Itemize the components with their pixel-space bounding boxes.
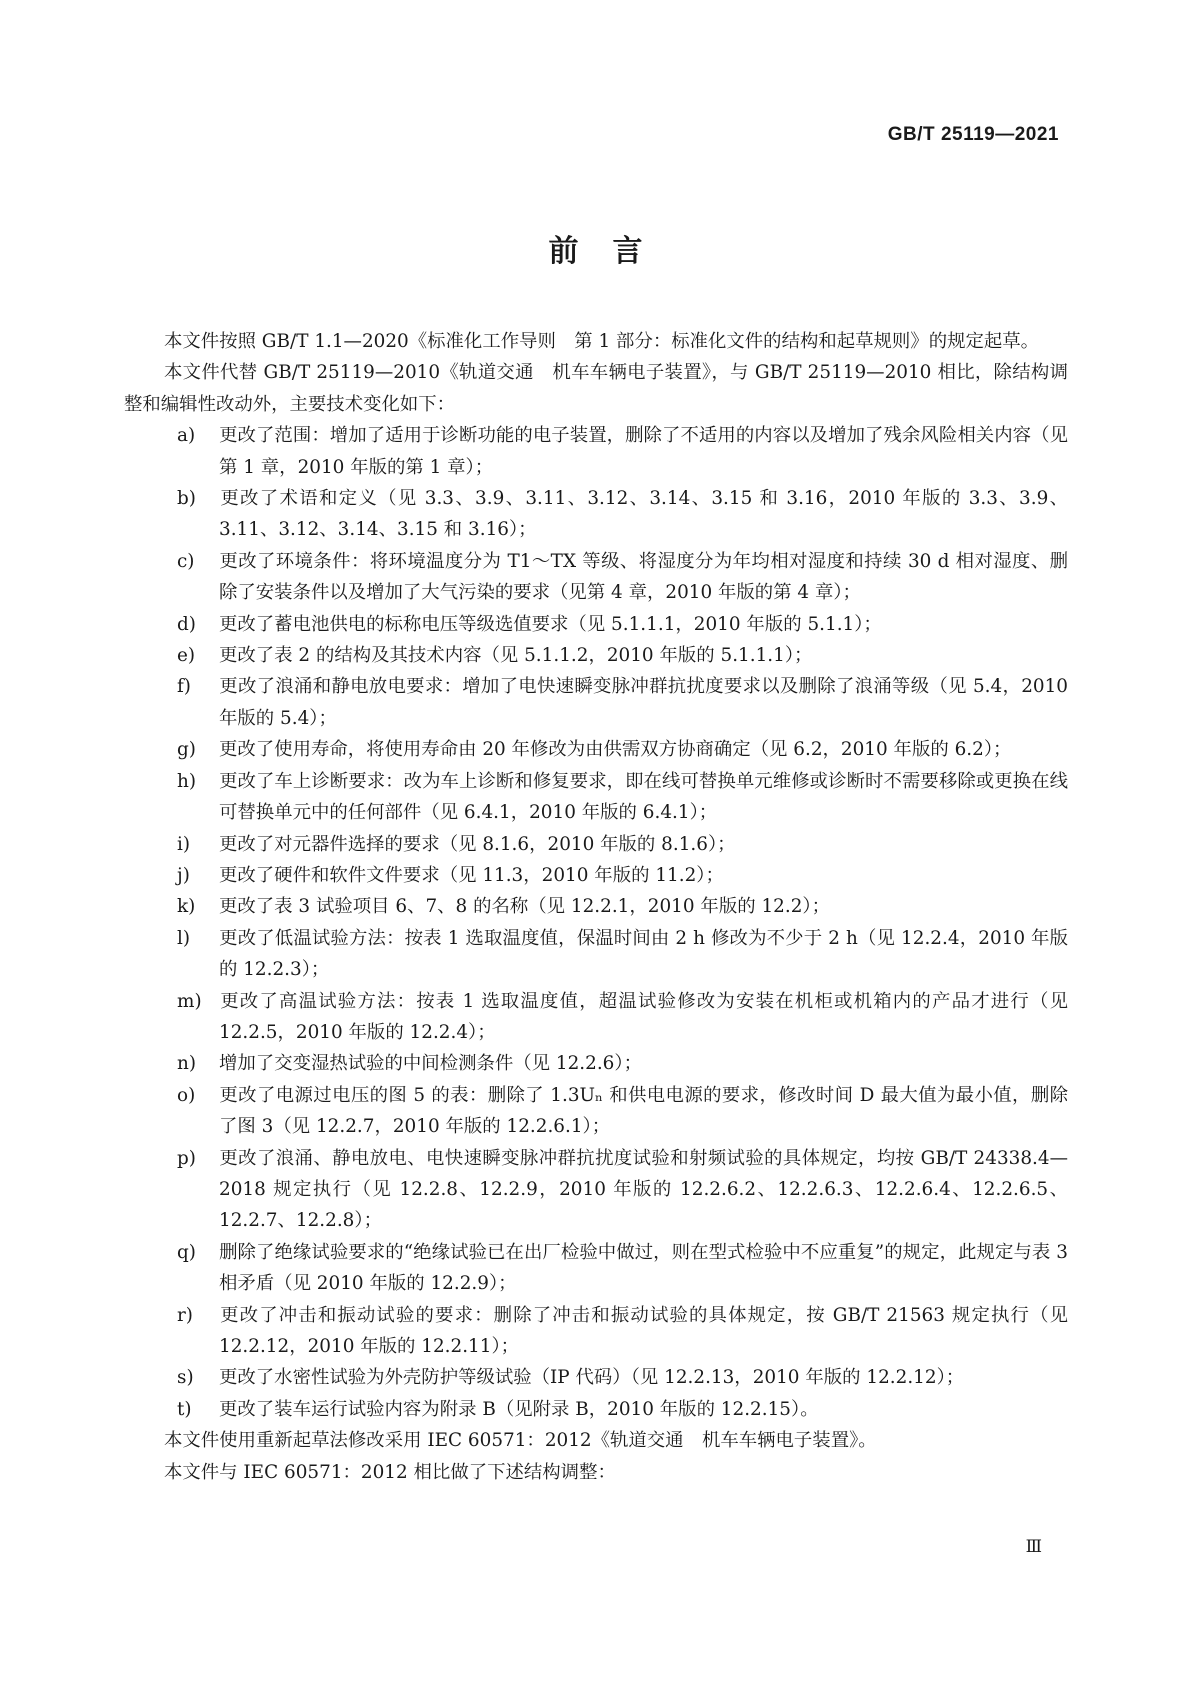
list-item-text: 更改了冲击和振动试验的要求：删除了冲击和振动试验的具体规定，按 GB/T 21563 规定执行（见 12.2.12，2010 年版的 12.2.11）；: [219, 1304, 1068, 1357]
page-number: Ⅲ: [1025, 1537, 1042, 1557]
list-item: [124, 1237, 1068, 1300]
list-item-label: g): [177, 739, 196, 761]
list-item-label: n): [177, 1053, 197, 1075]
list-item-label: q): [177, 1241, 196, 1263]
list-item: [124, 483, 1068, 546]
list-item: [124, 860, 1068, 891]
list-item-text: 更改了水密性试验为外壳防护等级试验（IP 代码）（见 12.2.13，2010 年版的 12.2.12）；: [219, 1367, 965, 1389]
list-item-text: 更改了浪涌、静电放电、电快速瞬变脉冲群抗扰度试验和射频试验的具体规定，均按 GB/T 24338.4—2018 规定执行（见 12.2.8、12.2.9，2010 年版的 12.2.6.2、12.2.6.3、12.2.6.4、12.2.6.5、12.2.7、12.2.8）；: [219, 1147, 1068, 1232]
document-body: [124, 326, 1068, 1488]
list-item-label: o): [177, 1084, 196, 1106]
list-item-text: 更改了车上诊断要求：改为车上诊断和修复要求，即在线可替换单元维修或诊断时不需要移除或更换在线可替换单元中的任何部件（见 6.4.1，2010 年版的 6.4.1）；: [219, 770, 1068, 824]
list-item-label: t): [177, 1398, 192, 1420]
list-item-label: i): [177, 833, 191, 855]
list-item: [124, 609, 1068, 640]
list-item: [124, 671, 1068, 734]
list-item: [124, 1080, 1068, 1143]
list-item-label: b): [177, 488, 196, 510]
intro-paragraph-1: 本文件按照 GB/T 1.1—2020《标准化工作导则 第 1 部分：标准化文件的结构和起草规则》的规定起草。: [164, 331, 1040, 352]
list-item: [124, 734, 1068, 765]
list-item-label: f): [177, 676, 191, 698]
outro-paragraph-1: 本文件使用重新起草法修改采用 IEC 60571：2012《轨道交通 机车车辆电子装置》。: [164, 1430, 877, 1452]
list-item-text: 删除了绝缘试验要求的“绝缘试验已在出厂检验中做过，则在型式检验中不应重复”的规定，此规定与表 3 相矛盾（见 2010 年版的 12.2.9）；: [219, 1241, 1068, 1295]
list-item-label: a): [177, 425, 196, 447]
list-item: [124, 829, 1068, 860]
list-item-text: 更改了装车运行试验内容为附录 B（见附录 B，2010 年版的 12.2.15）。: [219, 1398, 819, 1420]
list-item: [124, 640, 1068, 671]
list-item: [124, 420, 1068, 483]
list-item-text: 更改了电源过电压的图 5 的表：删除了 1.3Uₙ 和供电电源的要求，修改时间 D 最大值为最小值，删除了图 3（见 12.2.7，2010 年版的 12.2.6.1）；: [219, 1084, 1068, 1138]
list-item: [124, 766, 1068, 829]
list-item-label: m): [177, 990, 202, 1012]
list-item-label: p): [177, 1147, 196, 1169]
intro-paragraph-2: 本文件代替 GB/T 25119—2010《轨道交通 机车车辆电子装置》，与 GB/T 25119—2010 相比，除结构调整和编辑性改动外，主要技术变化如下：: [124, 362, 1068, 415]
list-item: [124, 1394, 1068, 1425]
list-item: [124, 923, 1068, 986]
list-item-label: e): [177, 645, 196, 667]
list-item-text: 更改了硬件和软件文件要求（见 11.3，2010 年版的 11.2）；: [219, 864, 724, 886]
list-item-text: 更改了浪涌和静电放电要求：增加了电快速瞬变脉冲群抗扰度要求以及删除了浪涌等级（见 5.4，2010 年版的 5.4）；: [219, 676, 1068, 729]
list-item-text: 更改了表 3 试验项目 6、7、8 的名称（见 12.2.1，2010 年版的 12.2）；: [219, 896, 830, 918]
list-item-text: 更改了术语和定义（见 3.3、3.9、3.11、3.12、3.14、3.15 和 3.16，2010 年版的 3.3、3.9、3.11、3.12、3.14、3.15 和 3.16）；: [219, 488, 1068, 541]
list-item-text: 更改了低温试验方法：按表 1 选取温度值，保温时间由 2 h 修改为不少于 2 h（见 12.2.4，2010 年版的 12.2.3）；: [219, 927, 1068, 981]
list-item-text: 更改了表 2 的结构及其技术内容（见 5.1.1.2，2010 年版的 5.1.1.1）；: [219, 645, 813, 667]
list-item-text: 更改了蓄电池供电的标称电压等级选值要求（见 5.1.1.1，2010 年版的 5.1.1）；: [219, 613, 882, 635]
list-item-text: 更改了范围：增加了适用于诊断功能的电子装置，删除了不适用的内容以及增加了残余风险相关内容（见第 1 章，2010 年版的第 1 章）；: [219, 425, 1068, 478]
list-item-text: 增加了交变湿热试验的中间检测条件（见 12.2.6）；: [219, 1053, 642, 1075]
list-item-text: 更改了高温试验方法：按表 1 选取温度值，超温试验修改为安装在机柜或机箱内的产品才进行（见 12.2.5，2010 年版的 12.2.4）；: [219, 990, 1068, 1043]
list-item: [124, 1362, 1068, 1393]
list-item: [124, 891, 1068, 922]
list-item: [124, 1143, 1068, 1237]
list-item-label: j): [177, 864, 190, 886]
list-item: [124, 1300, 1068, 1363]
list-item-label: l): [177, 927, 191, 949]
standard-number: GB/T 25119—2021: [887, 124, 1059, 145]
change-list: [124, 420, 1068, 1425]
list-item-label: r): [177, 1304, 193, 1326]
page-title: 前言: [548, 234, 677, 269]
list-item-label: k): [177, 896, 196, 918]
outro-paragraph-2: 本文件与 IEC 60571：2012 相比做了下述结构调整：: [164, 1461, 616, 1483]
list-item: [124, 1048, 1068, 1079]
list-item-text: 更改了环境条件：将环境温度分为 T1～TX 等级、将湿度分为年均相对湿度和持续 30 d 相对湿度、删除了安装条件以及增加了大气污染的要求（见第 4 章，2010 年版的第 4 章）；: [219, 550, 1068, 604]
list-item: [124, 546, 1068, 609]
list-item-label: d): [177, 613, 196, 635]
list-item-label: s): [177, 1367, 194, 1389]
list-item-text: 更改了使用寿命，将使用寿命由 20 年修改为由供需双方协商确定（见 6.2，2010 年版的 6.2）；: [219, 739, 1012, 761]
list-item: [124, 986, 1068, 1049]
list-item-label: h): [177, 770, 197, 792]
list-item-text: 更改了对元器件选择的要求（见 8.1.6，2010 年版的 8.1.6）；: [219, 833, 736, 855]
list-item-label: c): [177, 550, 195, 572]
